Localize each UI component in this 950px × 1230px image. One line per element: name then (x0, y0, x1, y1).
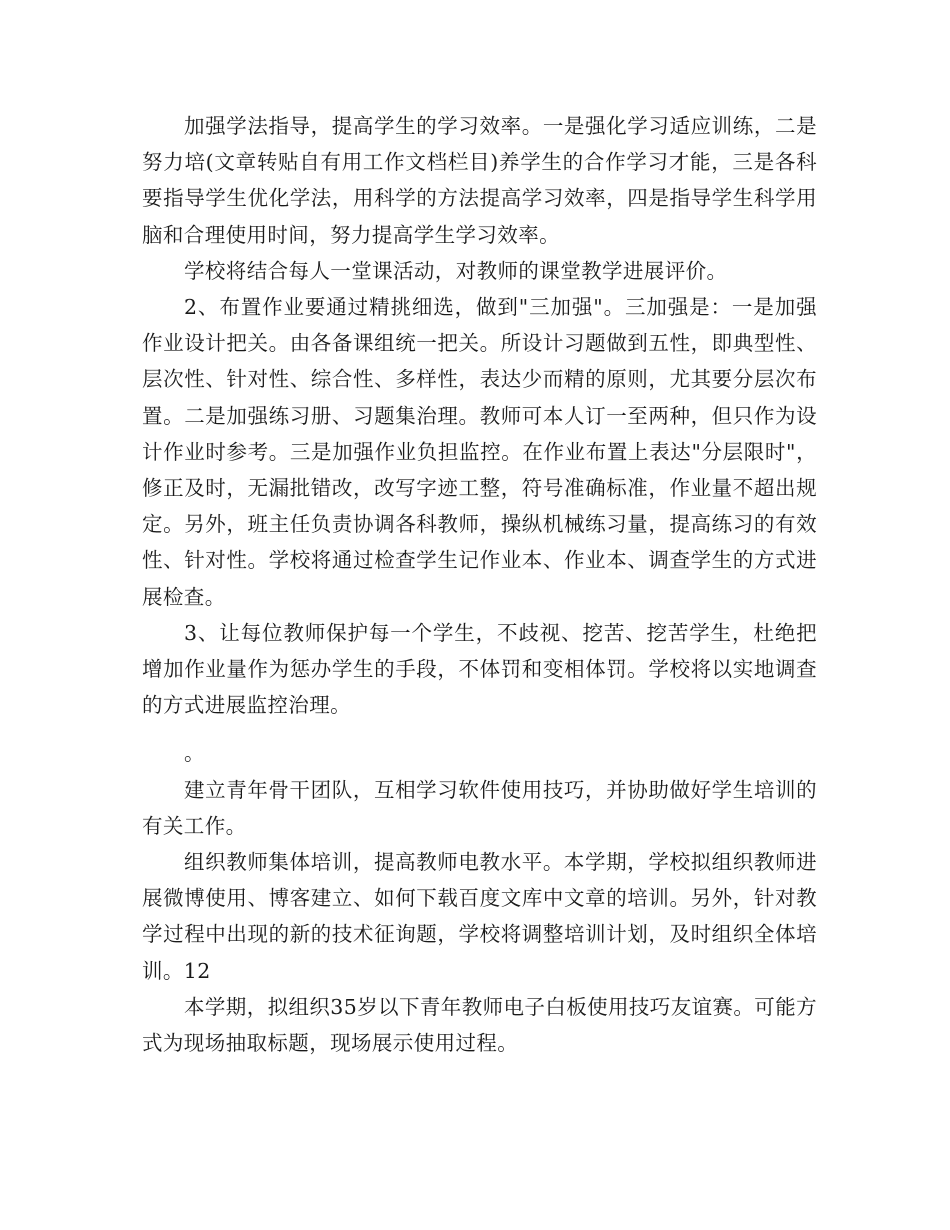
paragraph-whiteboard-contest: 本学期，拟组织35岁以下青年教师电子白板使用技巧友谊赛。可能方式为现场抽取标题，现场展示使用过程。 (142, 994, 817, 1056)
paragraph-homework-design: 2、布置作业要通过精挑细选，做到"三加强"。三加强是：一是加强作业设计把关。由各备课组统一把关。所设计习题做到五性，即典型性、层次性、针对性、综合性、多样性，表达少而精的原则，尤其要分层次布置。二是加强练习册、习题集治理。教师可本人订一至两种，但只作为设计作业时参考。三是加强作业负担监控。在作业布置上表达"分层限时"，修正及时，无漏批错改，改写字迹工整，符号准确标准，作业量不超出规定。另外，班主任负责协调各科教师，操纵机械练习量，提高练习的有效性、针对性。学校将通过检查学生记作业本、作业本、调查学生的方式进展检查。 (142, 295, 817, 609)
paragraph-youth-team: 建立青年骨干团队，互相学习软件使用技巧，并协助做好学生培训的有关工作。 (142, 777, 817, 838)
paragraph-class-evaluation: 学校将结合每人一堂课活动，对教师的课堂教学进展评价。 (184, 258, 728, 283)
paragraph-punctuation: 。 (184, 741, 205, 766)
paragraph-student-protection: 3、让每位教师保护每一个学生，不歧视、挖苦、挖苦学生，杜绝把增加作业量作为惩办学生的手段，不体罚和变相体罚。学校将以实地调查的方式进展监控治理。 (142, 620, 817, 718)
document-body (142, 108, 817, 1061)
paragraph-study-method: 加强学法指导，提高学生的学习效率。一是强化学习适应训练，二是努力培(文章转贴自有用工作文档栏目)养学生的合作学习才能，三是各科要指导学生优化学法，用科学的方法提高学习效率，四是指导学生科学用脑和合理使用时间，努力提高学生学习效率。 (142, 114, 817, 247)
paragraph-teacher-training: 组织教师集体培训，提高教师电教水平。本学期，学校拟组织教师进展微博使用、博客建立、如何下载百度文库中文章的培训。另外，针对教学过程中出现的新的技术征询题，学校将调整培训计划，及时组织全体培训。12 (142, 850, 817, 983)
